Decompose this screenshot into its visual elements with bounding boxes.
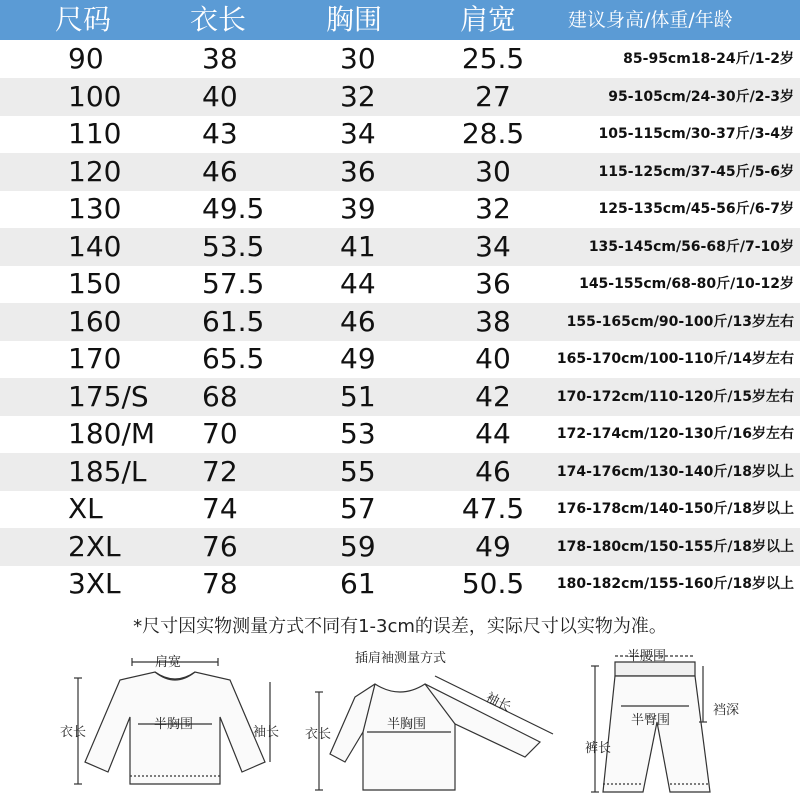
table-row (0, 528, 800, 566)
pants-waist-label: 半腰围 (627, 649, 667, 664)
header-chest: 胸围 (326, 3, 383, 36)
table-row (0, 228, 800, 266)
measurement-note: *尺寸因实物测量方式不同有1-3cm的误差，实际尺寸以实物为准。 (133, 616, 667, 637)
recommend-cell: 95-105cm/24-30斤/2-3岁 (608, 88, 794, 105)
recommend-cell: 105-115cm/30-37斤/3-4岁 (598, 126, 794, 142)
size-cell: 120 (68, 154, 122, 188)
length-cell: 61.5 (202, 304, 265, 338)
sweater-chest-label: 半胸围 (154, 717, 194, 732)
chest-cell: 44 (340, 267, 376, 300)
recommend-cell: 155-165cm/90-100斤/13岁左右 (566, 313, 794, 330)
chest-cell: 32 (340, 79, 376, 113)
shoulder-cell: 32 (475, 192, 511, 225)
size-cell: 100 (68, 79, 122, 113)
shoulder-cell: 36 (475, 267, 511, 300)
length-cell: 43 (202, 117, 238, 150)
size-cell: 175/S (68, 379, 149, 413)
length-cell: 57.5 (202, 267, 265, 300)
chest-cell: 41 (340, 229, 376, 263)
length-cell: 46 (202, 154, 238, 188)
shoulder-cell: 42 (475, 379, 511, 413)
size-cell: XL (68, 492, 103, 525)
sweater-sleeve-label: 袖长 (253, 725, 280, 740)
size-cell: 3XL (68, 567, 121, 600)
length-cell: 74 (202, 492, 238, 525)
raglan-sleeve-label: 袖长 (483, 690, 514, 716)
chest-cell: 30 (340, 42, 376, 75)
header-shoulder: 肩宽 (460, 3, 517, 36)
chest-cell: 49 (340, 342, 376, 375)
pants-diagram (585, 642, 785, 800)
size-cell: 180/M (68, 417, 156, 450)
size-cell: 150 (68, 267, 122, 300)
chest-cell: 59 (340, 529, 376, 563)
size-cell: 110 (68, 117, 122, 150)
recommend-cell: 125-135cm/45-56斤/6-7岁 (598, 201, 794, 217)
shoulder-cell: 25.5 (461, 42, 525, 75)
table-row (0, 78, 800, 116)
sweater-diagram (60, 642, 290, 800)
table-header (0, 0, 800, 40)
sweater-length-label: 衣长 (60, 725, 87, 740)
table-row (0, 303, 800, 341)
recommend-cell: 115-125cm/37-45斤/5-6岁 (598, 163, 794, 180)
size-cell: 160 (68, 304, 122, 338)
length-cell: 53.5 (202, 229, 265, 263)
pants-rise-label: 裆深 (713, 703, 740, 718)
raglan-chest-label: 半胸围 (387, 717, 427, 732)
shoulder-cell: 27 (475, 79, 511, 113)
pants-hip-label: 半臀围 (631, 713, 671, 728)
table-row (0, 453, 800, 491)
shoulder-cell: 30 (475, 154, 511, 188)
chest-cell: 53 (340, 417, 376, 450)
sweater-shoulder-label: 肩宽 (155, 655, 182, 670)
length-cell: 40 (202, 79, 238, 113)
length-cell: 72 (202, 454, 238, 488)
recommend-cell: 165-170cm/100-110斤/14岁左右 (556, 351, 794, 367)
recommend-cell: 176-178cm/140-150斤/18岁以上 (556, 501, 794, 517)
table-row (0, 40, 800, 78)
chest-cell: 39 (340, 192, 376, 225)
recommend-cell: 145-155cm/68-80斤/10-12岁 (579, 276, 794, 292)
header-size: 尺码 (55, 3, 112, 36)
size-cell: 130 (68, 192, 122, 225)
size-cell: 2XL (68, 529, 121, 563)
table-row (0, 153, 800, 191)
table-row (0, 190, 800, 228)
table-row (0, 378, 800, 416)
shoulder-cell: 44 (475, 417, 511, 450)
shoulder-cell: 49 (475, 529, 511, 563)
recommend-cell: 85-95cm18-24斤/1-2岁 (623, 51, 794, 67)
header-recommend: 建议身高/体重/年龄 (568, 9, 733, 31)
length-cell: 49.5 (202, 192, 265, 225)
shoulder-cell: 38 (475, 304, 511, 338)
table-row (0, 265, 800, 303)
shoulder-cell: 34 (475, 229, 511, 263)
size-cell: 185/L (68, 454, 147, 488)
recommend-cell: 170-172cm/110-120斤/15岁左右 (556, 388, 794, 405)
shoulder-cell: 50.5 (461, 567, 525, 600)
length-cell: 65.5 (202, 342, 265, 375)
recommend-cell: 135-145cm/56-68斤/7-10岁 (588, 238, 794, 255)
chest-cell: 55 (340, 454, 376, 488)
length-cell: 76 (202, 529, 238, 563)
size-cell: 90 (68, 42, 104, 75)
length-cell: 68 (202, 379, 238, 413)
header-length: 衣长 (190, 3, 247, 36)
chest-cell: 46 (340, 304, 376, 338)
table-row (0, 490, 800, 528)
recommend-cell: 180-182cm/155-160斤/18岁以上 (556, 576, 794, 592)
recommend-cell: 172-174cm/120-130斤/16岁左右 (556, 426, 794, 442)
table-row (0, 340, 800, 378)
raglan-length-label: 衣长 (305, 727, 332, 742)
chest-cell: 34 (340, 117, 376, 150)
pants-length-label: 裤长 (585, 741, 612, 756)
recommend-cell: 178-180cm/150-155斤/18岁以上 (556, 538, 794, 555)
chest-cell: 51 (340, 379, 376, 413)
recommend-cell: 174-176cm/130-140斤/18岁以上 (556, 463, 794, 480)
raglan-diagram (305, 642, 575, 800)
shoulder-cell: 47.5 (461, 492, 525, 525)
shoulder-cell: 40 (475, 342, 511, 375)
chest-cell: 36 (340, 154, 376, 188)
length-cell: 38 (202, 42, 238, 75)
size-cell: 170 (68, 342, 122, 375)
chest-cell: 57 (340, 492, 376, 525)
table-row (0, 565, 800, 603)
length-cell: 70 (202, 417, 238, 450)
chest-cell: 61 (340, 567, 376, 600)
table-row (0, 415, 800, 453)
size-cell: 140 (68, 229, 122, 263)
table-row (0, 115, 800, 153)
shoulder-cell: 28.5 (461, 117, 525, 150)
shoulder-cell: 46 (475, 454, 511, 488)
raglan-title: 插肩袖测量方式 (355, 651, 447, 666)
length-cell: 78 (202, 567, 238, 600)
